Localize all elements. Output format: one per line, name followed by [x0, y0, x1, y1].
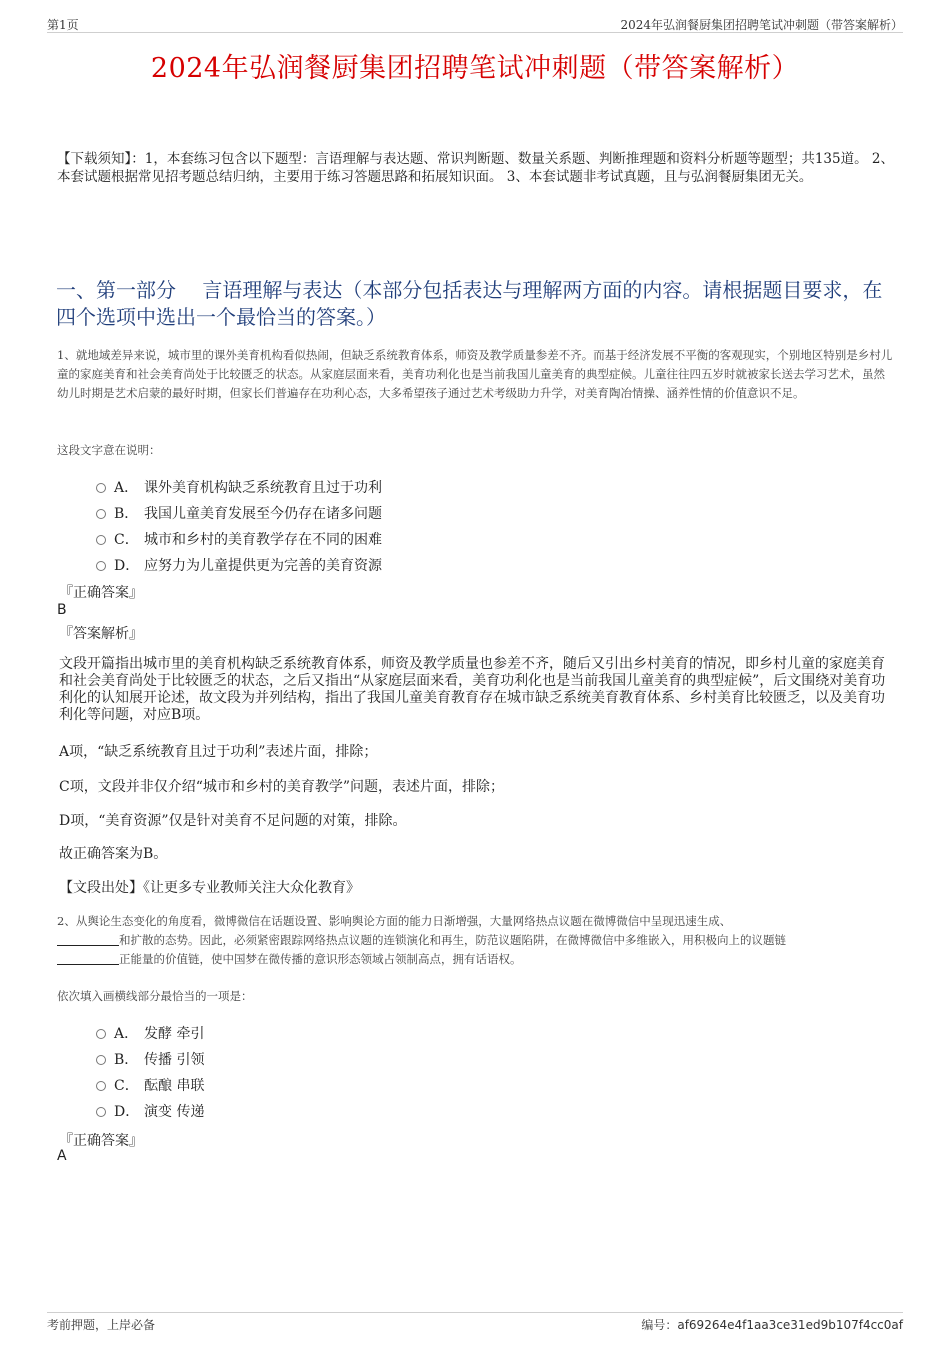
- page-number: 第1页: [47, 18, 79, 32]
- footer-code-label: 编号：: [641, 1318, 678, 1332]
- question-2-option-d[interactable]: [96, 1101, 204, 1121]
- question-2-option-c[interactable]: [96, 1075, 204, 1095]
- analysis-point-d: D项，“美育资源”仅是针对美育不足问题的对策，排除。: [59, 813, 407, 829]
- question-2-text: [57, 912, 895, 969]
- radio-icon[interactable]: [96, 483, 106, 493]
- question-1-stem: 这段文字意在说明：: [57, 443, 161, 457]
- section-title: 一、第一部分 言语理解与表达（本部分包括表达与理解两方面的内容。请根据题目要求，在四个选项中选出一个最恰当的答案。）: [56, 278, 883, 329]
- option-letter: D．: [114, 558, 140, 574]
- option-letter: C．: [114, 1078, 139, 1094]
- option-text: 传播 引领: [144, 1052, 205, 1068]
- question-1-option-d[interactable]: [96, 555, 382, 575]
- analysis-point-c: C项，文段并非仅介绍“城市和乡村的美育教学”问题，表述片面，排除；: [59, 779, 505, 795]
- question-2-option-b[interactable]: [96, 1049, 204, 1069]
- option-letter: A．: [114, 1026, 139, 1042]
- radio-icon[interactable]: [96, 1029, 106, 1039]
- radio-icon[interactable]: [96, 561, 106, 571]
- question-1-analysis: 文段开篇指出城市里的美育机构缺乏系统教育体系，师资及教学质量也参差不齐，随后又引出乡村美育的情况，即乡村儿童的家庭美育和社会美育尚处于比较匮乏的状态，之后又指出“从家庭层面来看，美育功利化也是当前我国儿童美育的典型症候”，后文围绕对美育功利化的认知展开论述，故文段为并列结构，指出了我国儿童美育教育存在城市缺乏系统美育教育体系、乡村美育比较匮乏，以及美育功利化等问题，对应B项。: [59, 656, 886, 723]
- radio-icon[interactable]: [96, 1081, 106, 1091]
- question-1-option-b[interactable]: [96, 503, 382, 523]
- footer-slogan: 考前押题，上岸必备: [47, 1318, 156, 1332]
- question-2-text-part3: 正能量的价值链，使中国梦在微传播的意识形态领域占领制高点，拥有话语权。: [119, 952, 522, 966]
- question-1-text: 1、就地域差异来说，城市里的课外美育机构看似热闹，但缺乏系统教育体系，师资及教学质量参差不齐。而基于经济发展不平衡的客观现实，个别地区特别是乡村儿童的家庭美育和社会美育尚处于比较匮乏的状态。从家庭层面来看，美育功利化也是当前我国儿童美育的典型症候。儿童往往四五岁时就被家长送去学习艺术，虽然幼儿时期是艺术启蒙的最好时期，但家长们普遍存在功利心态，大多希望孩子通过艺术考级助力升学，对美育陶冶情操、涵养性情的价值意识不足。: [57, 348, 893, 400]
- question-1-answer-label: 『正确答案』: [59, 585, 143, 601]
- radio-icon[interactable]: [96, 1107, 106, 1117]
- option-letter: C．: [114, 532, 139, 548]
- footer-code: [641, 1316, 903, 1333]
- question-2-answer-label: 『正确答案』: [59, 1133, 143, 1149]
- option-text: 演变 传递: [144, 1104, 205, 1120]
- footer-code-value: af69264e4f1aa3ce31ed9b107f4cc0af: [677, 1318, 903, 1332]
- option-text: 城市和乡村的美育教学存在不同的困难: [144, 532, 382, 548]
- question-1-option-c[interactable]: [96, 529, 382, 549]
- option-text: 应努力为儿童提供更为完善的美育资源: [144, 558, 382, 574]
- page-title: 2024年弘润餐厨集团招聘笔试冲刺题（带答案解析）: [150, 53, 800, 84]
- question-1-answer: B: [57, 602, 67, 618]
- question-2-stem: 依次填入画横线部分最恰当的一项是：: [57, 989, 253, 1003]
- question-2-text-part2: 和扩散的态势。因此，必须紧密跟踪网络热点议题的连锁演化和再生，防范议题陷阱，在微博微信中多维嵌入，用积极向上的议题链: [119, 933, 786, 947]
- option-letter: B．: [114, 1052, 139, 1068]
- option-text: 课外美育机构缺乏系统教育且过于功利: [144, 480, 382, 496]
- analysis-conclusion: 故正确答案为B。: [59, 846, 168, 862]
- question-1-analysis-label: 『答案解析』: [59, 626, 143, 642]
- analysis-point-a: A项，“缺乏系统教育且过于功利”表述片面，排除；: [59, 744, 378, 760]
- page-footer: [47, 1312, 903, 1333]
- fill-blank-2[interactable]: [57, 952, 119, 965]
- option-text: 发酵 牵引: [144, 1026, 205, 1042]
- question-2-text-part1: 2、从舆论生态变化的角度看，微博微信在话题设置、影响舆论方面的能力日渐增强，大量网络热点议题在微博微信中呈现迅速生成、: [57, 914, 732, 928]
- option-text: 酝酿 串联: [144, 1078, 205, 1094]
- option-text: 我国儿童美育发展至今仍存在诸多问题: [144, 506, 382, 522]
- header-doc-title: 2024年弘润餐厨集团招聘笔试冲刺题（带答案解析）: [620, 18, 903, 32]
- radio-icon[interactable]: [96, 1055, 106, 1065]
- question-2-option-a[interactable]: [96, 1023, 204, 1043]
- question-2-answer: A: [57, 1148, 67, 1164]
- option-letter: A．: [114, 480, 139, 496]
- question-1-source: 【文段出处】《让更多专业教师关注大众化教育》: [59, 880, 360, 896]
- fill-blank-1[interactable]: [57, 933, 119, 946]
- page-header: [47, 14, 903, 33]
- option-letter: D．: [114, 1104, 140, 1120]
- download-notice: 【下载须知】：1，本套练习包含以下题型：言语理解与表达题、常识判断题、数量关系题、判断推理题和资料分析题等题型；共135道。 2、本套试题根据常见招考题总结归纳，主要用于练习答题思路和拓展知识面。 3、本套试题非考试真题，且与弘润餐厨集团无关。: [57, 151, 894, 185]
- question-1-option-a[interactable]: [96, 477, 382, 497]
- radio-icon[interactable]: [96, 535, 106, 545]
- option-letter: B．: [114, 506, 139, 522]
- radio-icon[interactable]: [96, 509, 106, 519]
